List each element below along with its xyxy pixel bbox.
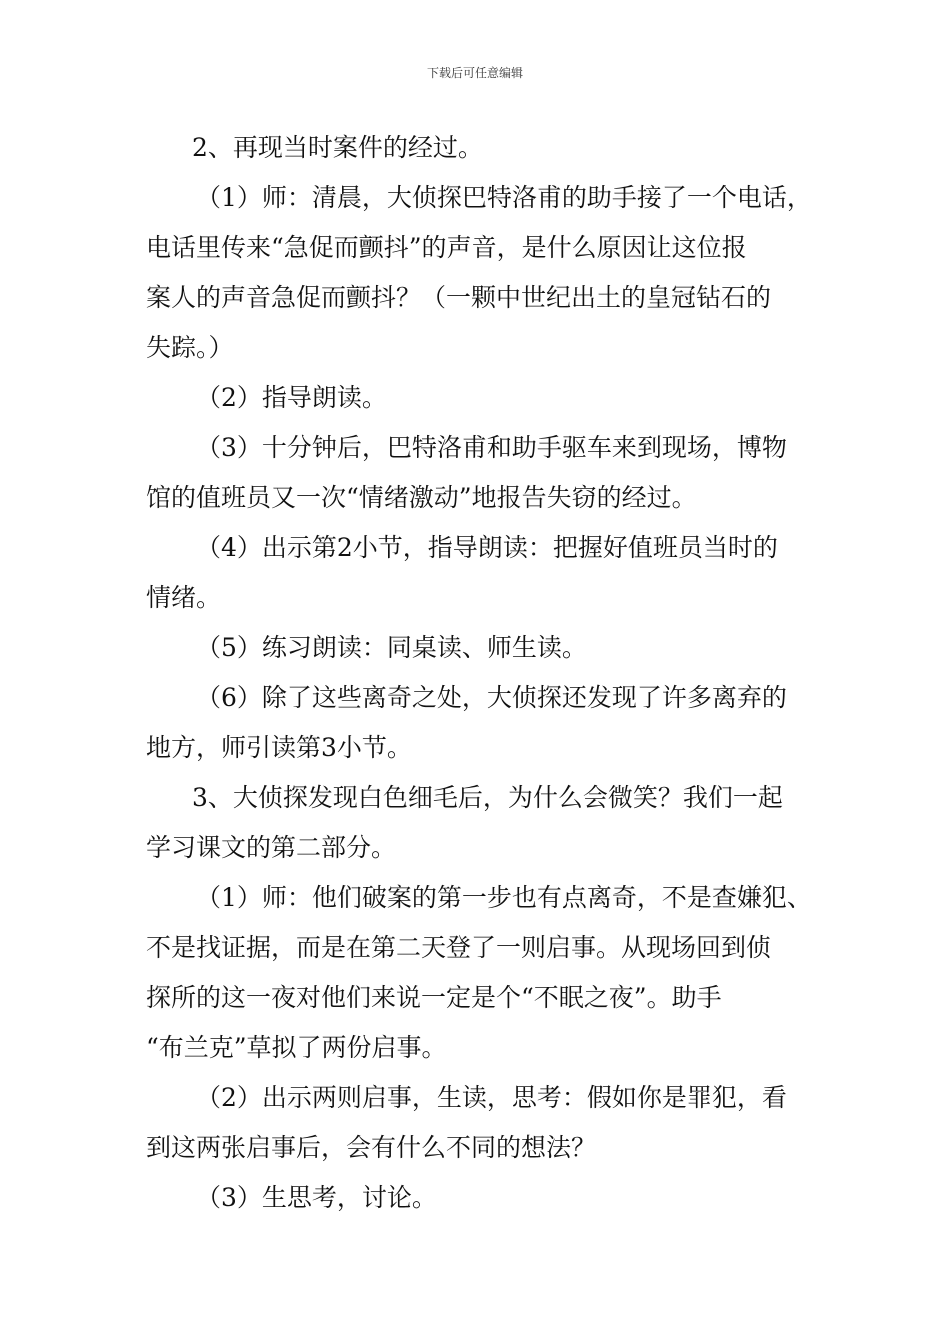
page-header-note: 下载后可任意编辑 xyxy=(426,66,523,80)
paragraph-line: 不是找证据，而是在第二天登了一则启事。从现场回到侦 xyxy=(146,933,772,962)
paragraph-line: 3、大侦探发现白色细毛后，为什么会微笑？我们一起 xyxy=(192,783,783,812)
paragraph-line: （3）生思考，讨论。 xyxy=(196,1183,437,1212)
paragraph-line: （5）练习朗读：同桌读、师生读。 xyxy=(196,633,587,662)
paragraph-line: （1）师：清晨，大侦探巴特洛甫的助手接了一个电话， xyxy=(196,183,812,212)
paragraph-line: （3）十分钟后，巴特洛甫和助手驱车来到现场，博物 xyxy=(196,433,787,462)
paragraph-line: 2、再现当时案件的经过。 xyxy=(192,133,483,162)
paragraph-line: （4）出示第2小节，指导朗读：把握好值班员当时的 xyxy=(196,533,778,562)
paragraph-line: （2）指导朗读。 xyxy=(196,383,387,412)
paragraph-line: （2）出示两则启事，生读，思考：假如你是罪犯，看 xyxy=(196,1083,787,1112)
paragraph-line: 案人的声音急促而颤抖？（一颗中世纪出土的皇冠钻石的 xyxy=(146,283,772,312)
paragraph-line: 学习课文的第二部分。 xyxy=(146,833,397,862)
paragraph-line: 馆的值班员又一次“情绪激动”地报告失窃的经过。 xyxy=(146,483,697,512)
paragraph-line: 失踪。） xyxy=(146,333,234,362)
paragraph-line: 电话里传来“急促而颤抖”的声音，是什么原因让这位报 xyxy=(146,233,747,262)
paragraph-line: 到这两张启事后，会有什么不同的想法？ xyxy=(146,1133,597,1162)
paragraph-line: “布兰克”草拟了两份启事。 xyxy=(146,1033,447,1062)
paragraph-line: （1）师：他们破案的第一步也有点离奇，不是查嫌犯、 xyxy=(196,883,812,912)
paragraph-line: （6）除了这些离奇之处，大侦探还发现了许多离弃的 xyxy=(196,683,787,712)
paragraph-line: 情绪。 xyxy=(146,583,222,612)
paragraph-line: 探所的这一夜对他们来说一定是个“不眠之夜”。助手 xyxy=(146,983,722,1012)
paragraph-line: 地方，师引读第3小节。 xyxy=(146,733,412,762)
